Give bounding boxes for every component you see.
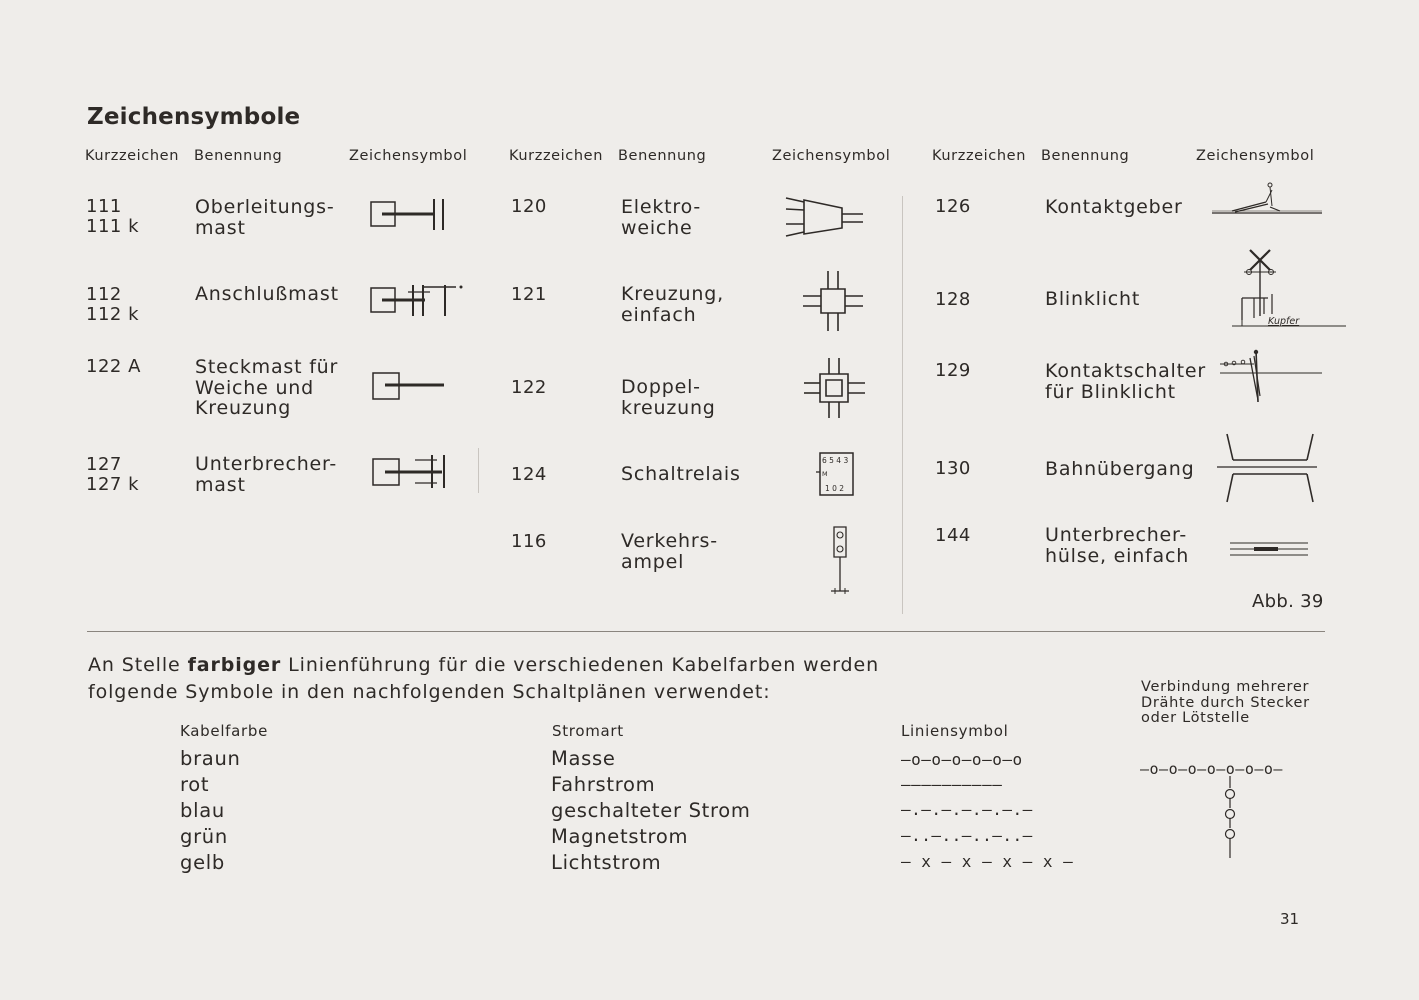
legend-line-symbol: –o–o–o–o–o–o xyxy=(901,750,1023,769)
legend-header-liniensymbol: Liniensymbol xyxy=(901,722,1009,740)
relais-label-mid: M xyxy=(822,470,828,478)
legend-line-symbol: –..–..–..–..– xyxy=(901,826,1033,845)
code-111: 111 111 k xyxy=(86,196,140,237)
legend-header-stromart: Stromart xyxy=(552,722,624,740)
name-unterbrecherhuelse: Unterbrecher- hülse, einfach xyxy=(1045,524,1190,567)
header-kurzzeichen-3: Kurzzeichen xyxy=(932,148,1026,164)
kreuzung-symbol xyxy=(801,269,865,333)
legend-color: grün xyxy=(180,825,228,848)
column-divider xyxy=(478,448,479,493)
legend-color: rot xyxy=(180,773,210,796)
name-kontaktschalter: Kontaktschalter für Blinklicht xyxy=(1045,360,1206,403)
legend-color: blau xyxy=(180,799,225,822)
code-127: 127 127 k xyxy=(86,454,140,495)
unterbrecherhuelse-symbol xyxy=(1226,538,1312,560)
section-divider xyxy=(87,631,1325,632)
name-doppelkreuzung: Doppel- kreuzung xyxy=(621,376,716,419)
blinklicht-label-kupfer: Kupfer xyxy=(1268,316,1300,327)
code-122: 122 xyxy=(511,377,547,398)
kontaktschalter-symbol xyxy=(1216,344,1326,406)
header-zeichensymbol-2: Zeichensymbol xyxy=(772,148,891,164)
figure-caption: Abb. 39 xyxy=(1252,591,1324,612)
header-kurzzeichen-2: Kurzzeichen xyxy=(509,148,603,164)
legend-current: Fahrstrom xyxy=(551,773,656,796)
unterbrechermast-symbol xyxy=(370,452,450,490)
code-124: 124 xyxy=(511,464,547,485)
name-verkehrsampel: Verkehrs- ampel xyxy=(621,530,718,573)
code-121: 121 xyxy=(511,284,547,305)
page-title: Zeichensymbole xyxy=(87,104,301,130)
kontaktgeber-symbol xyxy=(1210,180,1326,220)
page-number: 31 xyxy=(1280,910,1300,928)
intro-before: An Stelle xyxy=(88,654,188,676)
legend-current: Masse xyxy=(551,747,616,770)
name-kreuzung: Kreuzung, einfach xyxy=(621,283,724,326)
intro-after: Linienführung für die verschiedenen Kabelfarben werden folgende Symbole in den nachfolgenden Schaltplänen verwendet: xyxy=(88,654,880,703)
legend-current: Magnetstrom xyxy=(551,825,689,848)
name-oberleitungsmast: Oberleitungs- mast xyxy=(195,196,335,239)
connection-vertical-line xyxy=(1220,776,1240,860)
connection-label: Verbindung mehrerer Drähte durch Stecker oder Lötstelle xyxy=(1141,679,1310,726)
header-benennung-3: Benennung xyxy=(1041,148,1130,164)
header-zeichensymbol-3: Zeichensymbol xyxy=(1196,148,1315,164)
legend-current: Lichtstrom xyxy=(551,851,662,874)
legend-line-symbol: – x – x – x – x – xyxy=(901,852,1074,871)
header-benennung-1: Benennung xyxy=(194,148,283,164)
legend-current: geschalteter Strom xyxy=(551,799,751,822)
code-128: 128 xyxy=(935,289,971,310)
bahnuebergang-symbol xyxy=(1215,430,1319,506)
anschlussmast-symbol xyxy=(368,282,466,318)
name-anschlussmast: Anschlußmast xyxy=(195,283,339,305)
relais-label-top: 6 5 4 3 xyxy=(822,456,849,465)
header-benennung-2: Benennung xyxy=(618,148,707,164)
legend-color: braun xyxy=(180,747,241,770)
code-130: 130 xyxy=(935,458,971,479)
relais-label-bottom: 1 0 2 xyxy=(825,484,845,493)
legend-intro xyxy=(88,652,888,706)
legend-line-symbol: –––––––––– xyxy=(901,775,1003,794)
name-bahnuebergang: Bahnübergang xyxy=(1045,458,1195,480)
name-kontaktgeber: Kontaktgeber xyxy=(1045,196,1183,218)
code-144: 144 xyxy=(935,525,971,546)
column-divider xyxy=(902,196,903,614)
code-122a: 122 A xyxy=(86,356,141,377)
connection-horizontal-line: –o–o–o–o–o–o–o– xyxy=(1140,760,1283,778)
code-120: 120 xyxy=(511,196,547,217)
code-116: 116 xyxy=(511,531,547,552)
name-blinklicht: Blinklicht xyxy=(1045,288,1141,310)
code-112: 112 112 k xyxy=(86,284,140,325)
doppelkreuzung-symbol xyxy=(802,356,868,420)
intro-bold: farbiger xyxy=(187,654,282,676)
header-zeichensymbol-1: Zeichensymbol xyxy=(349,148,468,164)
name-unterbrechermast: Unterbrecher- mast xyxy=(195,453,338,496)
steckmast-symbol xyxy=(370,370,448,402)
schaltrelais-symbol xyxy=(814,450,858,498)
blinklicht-symbol xyxy=(1230,246,1350,332)
name-elektroweiche: Elektro- weiche xyxy=(621,196,702,239)
code-129: 129 xyxy=(935,360,971,381)
verkehrsampel-symbol xyxy=(828,525,852,595)
elektroweiche-symbol xyxy=(784,194,866,238)
legend-color: gelb xyxy=(180,851,225,874)
name-schaltrelais: Schaltrelais xyxy=(621,463,741,485)
oberleitungsmast-symbol xyxy=(368,196,448,232)
code-126: 126 xyxy=(935,196,971,217)
legend-line-symbol: –.–.–.–.–.–.– xyxy=(901,800,1033,819)
legend-header-kabelfarbe: Kabelfarbe xyxy=(180,722,269,740)
name-steckmast: Steckmast für Weiche und Kreuzung xyxy=(195,356,339,419)
header-kurzzeichen-1: Kurzzeichen xyxy=(85,148,179,164)
